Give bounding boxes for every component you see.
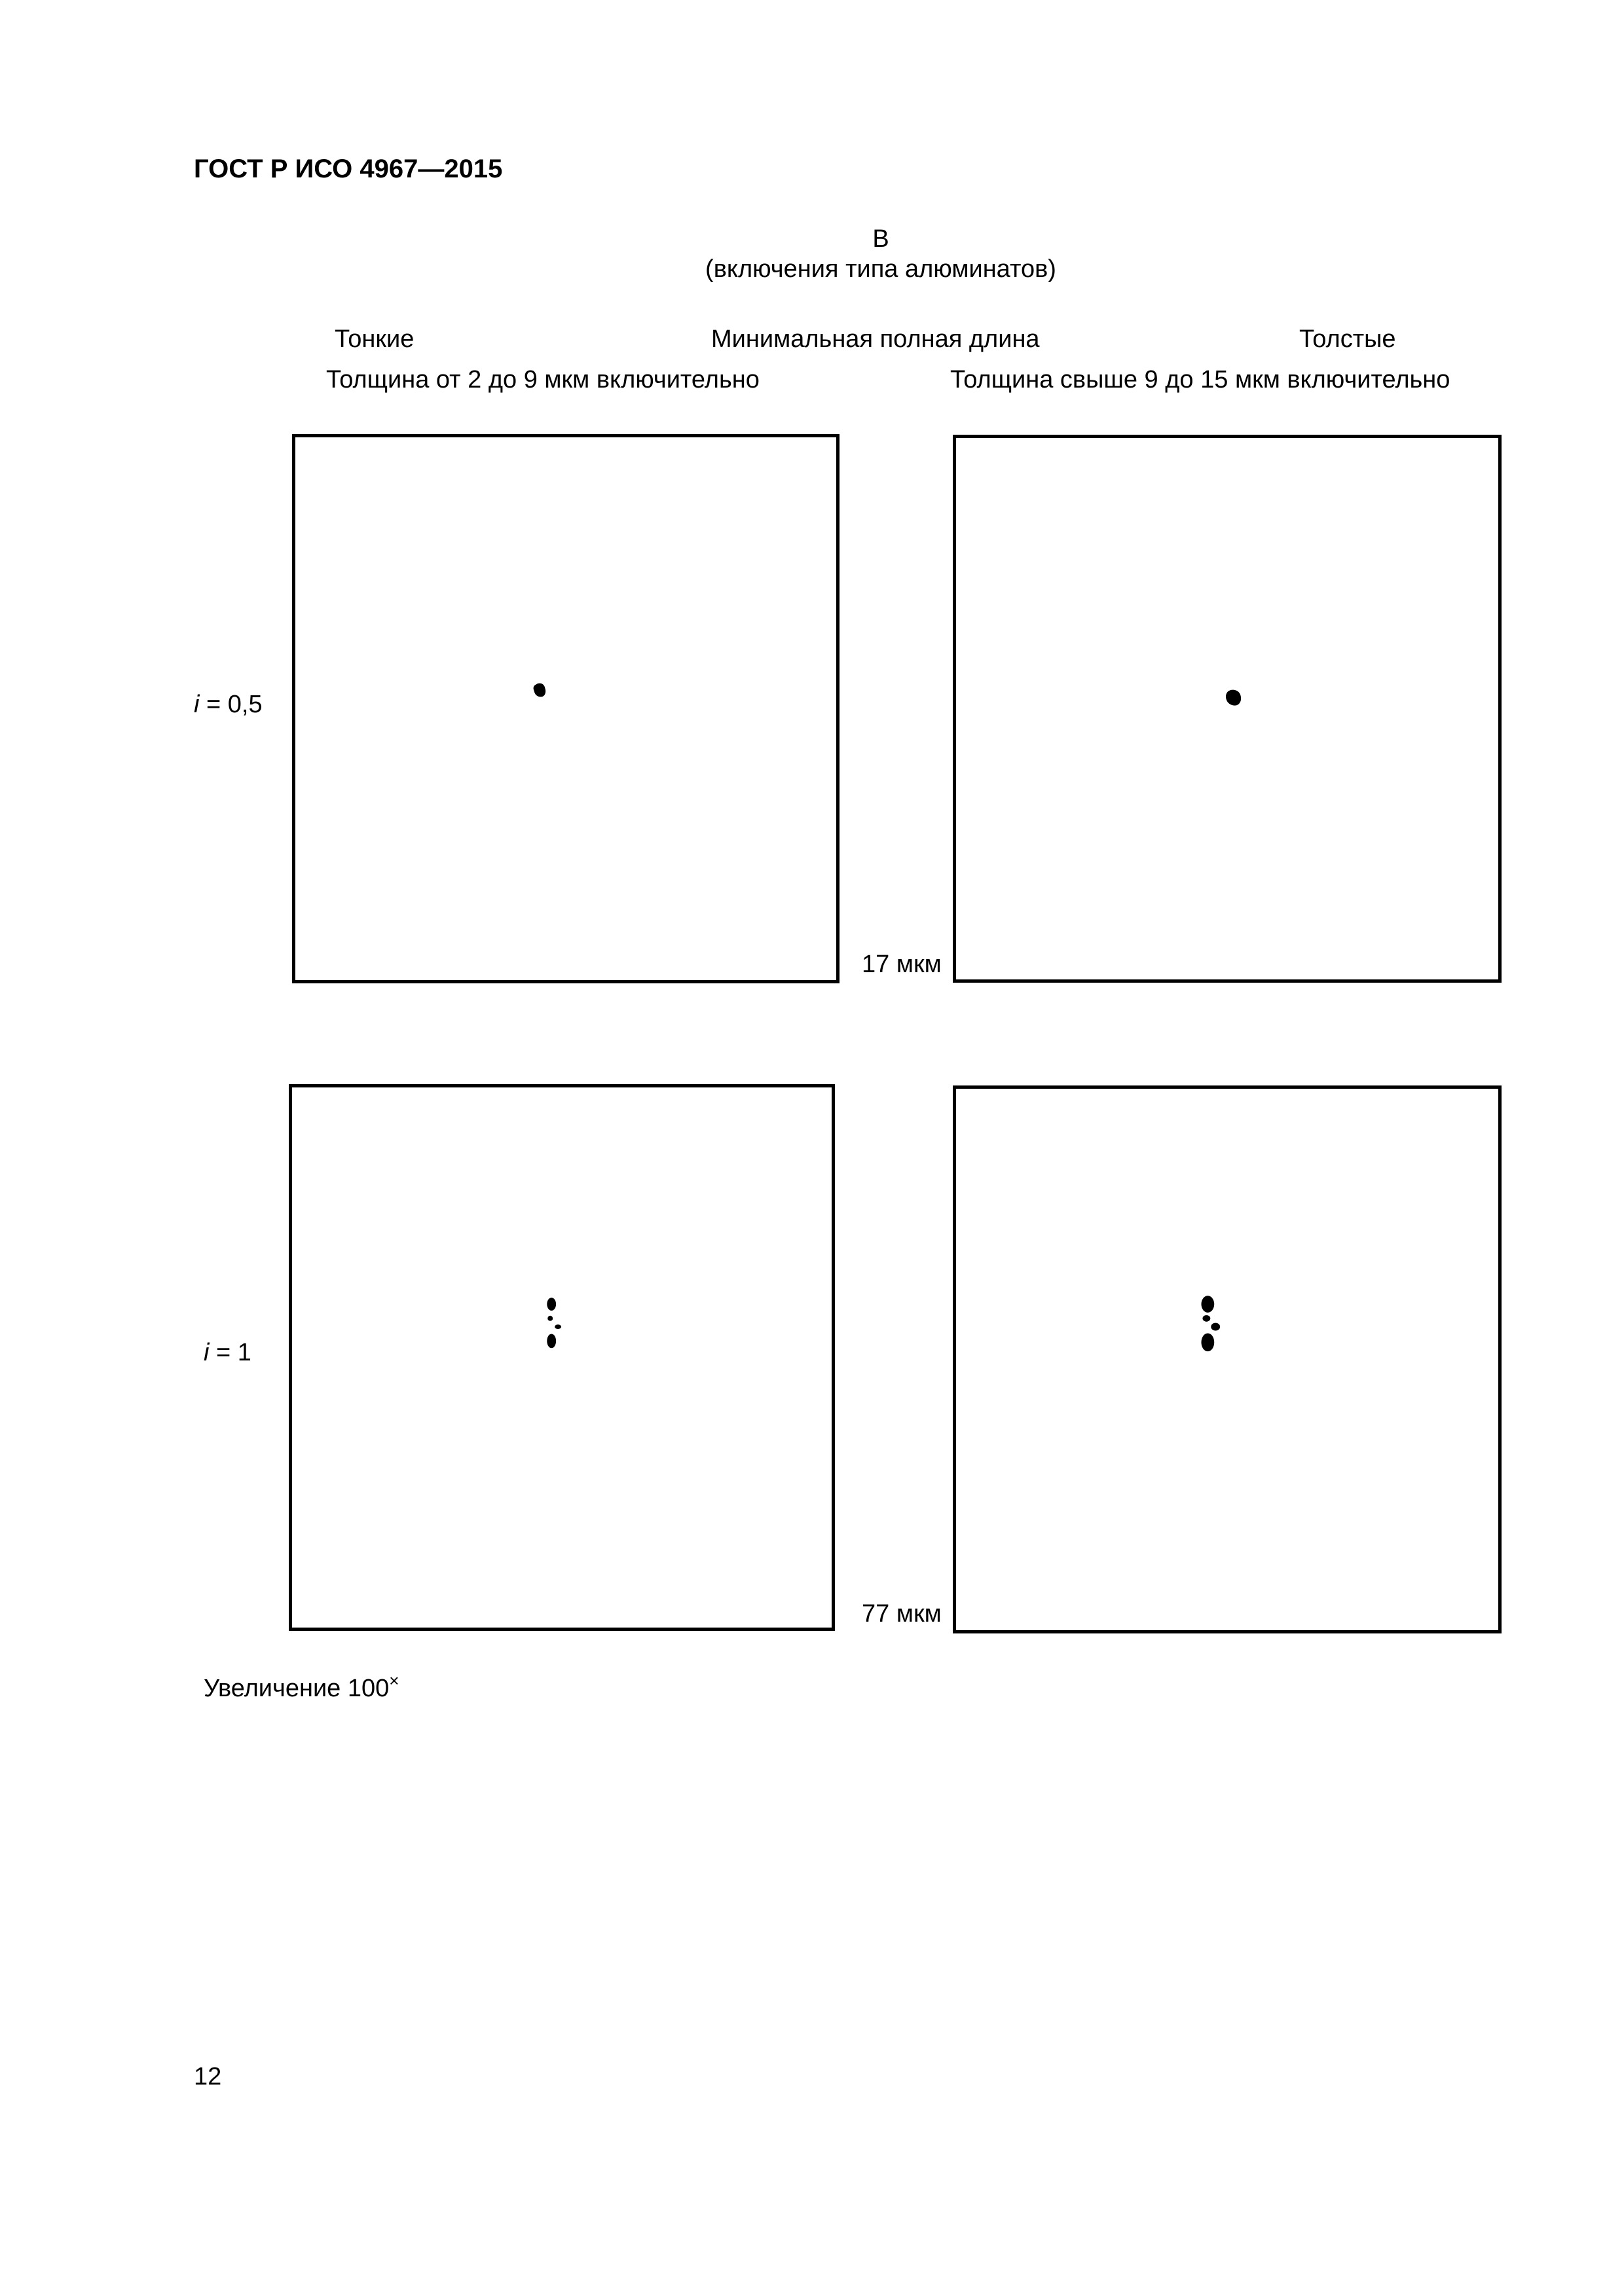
inclusion-particle xyxy=(547,1316,553,1321)
inclusion-pattern xyxy=(295,437,836,980)
index-value: = 0,5 xyxy=(199,691,263,718)
micrograph-thin-i-0-5 xyxy=(292,434,840,983)
inclusion-particle xyxy=(547,1334,556,1348)
inclusion-pattern xyxy=(956,438,1498,979)
inclusion-particle xyxy=(1201,1333,1214,1351)
micrograph-thick-i-1 xyxy=(953,1085,1502,1633)
section-letter: B xyxy=(872,225,889,253)
micrograph-thin-i-1 xyxy=(289,1084,835,1631)
magnification-text: Увеличение 100 xyxy=(204,1675,390,1702)
inclusion-particle xyxy=(1202,1315,1210,1322)
inclusion-pattern xyxy=(292,1087,832,1628)
multiply-sign: × xyxy=(389,1671,399,1690)
document-id: ГОСТ Р ИСО 4967—2015 xyxy=(194,155,503,183)
index-symbol: i xyxy=(204,1339,210,1366)
inclusion-particle xyxy=(547,1298,556,1311)
min-length-label: 17 мкм xyxy=(862,951,942,978)
column-label-min-length: Минимальная полная длина xyxy=(711,325,1040,353)
row-index-label xyxy=(194,692,263,717)
index-value: = 1 xyxy=(209,1339,251,1366)
thick-thickness-range: Толщина свыше 9 до 15 мкм включительно xyxy=(950,366,1450,393)
column-label-thick: Толстые xyxy=(1299,325,1396,353)
thin-thickness-range: Толщина от 2 до 9 мкм включительно xyxy=(326,366,760,393)
magnification-note xyxy=(204,1671,399,1702)
inclusion-particle xyxy=(1211,1323,1220,1331)
inclusion-particle xyxy=(534,683,546,697)
page-number: 12 xyxy=(194,2063,222,2090)
inclusion-particle xyxy=(555,1324,561,1329)
row-index-label xyxy=(204,1340,251,1365)
column-label-thin: Тонкие xyxy=(335,325,415,353)
inclusion-pattern xyxy=(956,1089,1498,1630)
min-length-label: 77 мкм xyxy=(862,1600,942,1628)
index-symbol: i xyxy=(194,691,200,718)
inclusion-particle xyxy=(1201,1296,1214,1313)
section-subtitle: (включения типа алюминатов) xyxy=(705,255,1056,283)
micrograph-thick-i-0-5 xyxy=(953,435,1502,983)
inclusion-particle xyxy=(1226,690,1241,706)
